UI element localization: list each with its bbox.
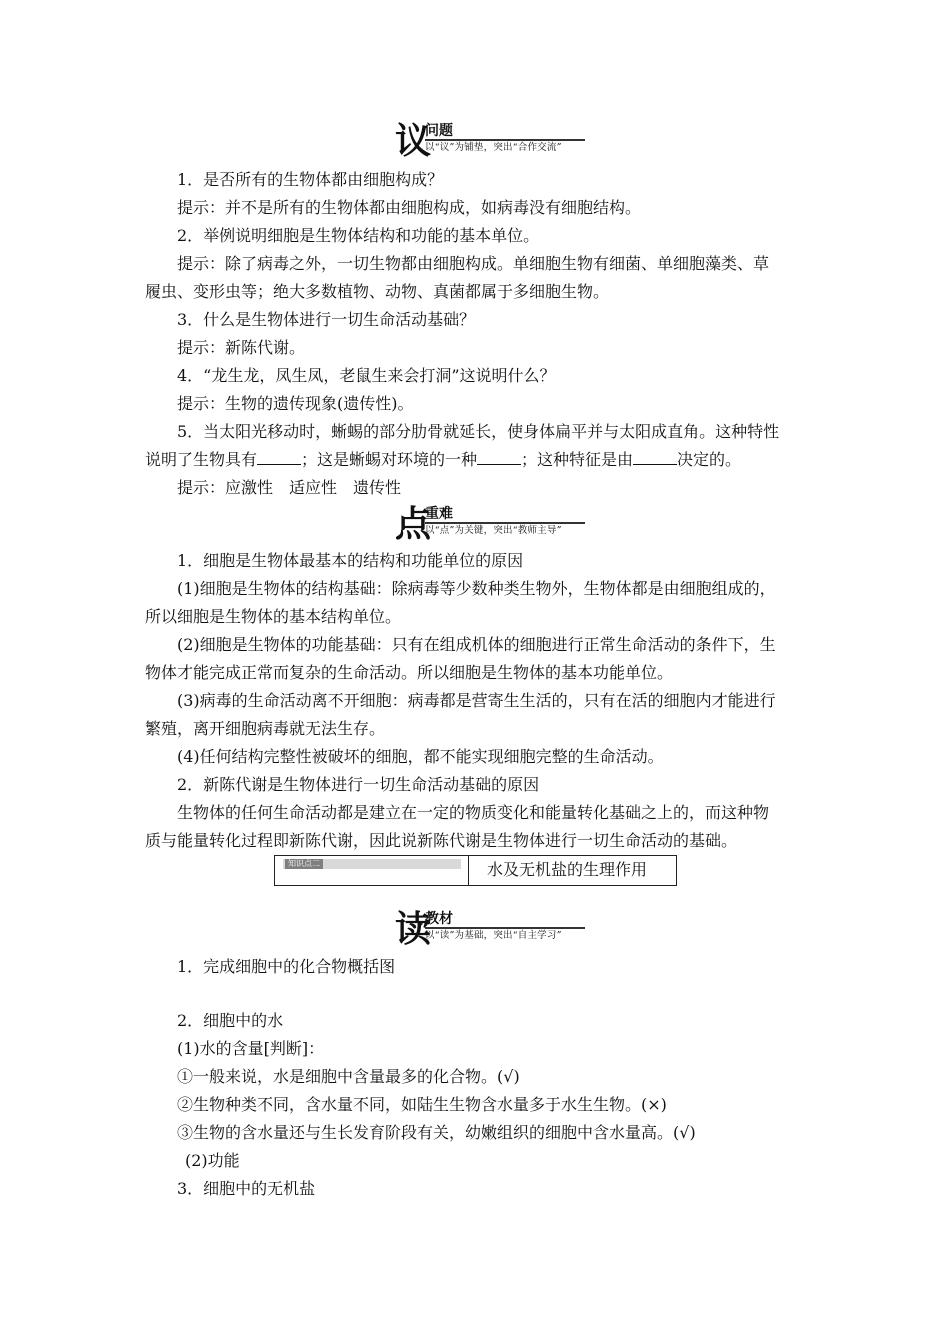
- knowledge-point-title: 水及无机盐的生理作用: [487, 860, 648, 879]
- keypoint-2-line-1: (2)细胞是生物体的功能基础：只有在组成机体的细胞进行正常生命活动的条件下，生: [177, 635, 776, 654]
- reading-item-2-2: (2)功能: [185, 1151, 240, 1170]
- reading-item-1: 1．完成细胞中的化合物概括图: [177, 957, 396, 976]
- knowledge-point-tag: 知识点二: [285, 859, 323, 869]
- answer-2-line-1: 提示：除了病毒之外，一切生物都由细胞构成。单细胞生物有细菌、单细胞藻类、草: [177, 254, 770, 273]
- section-banner-discuss: [395, 122, 595, 162]
- keypoint-5-line-1: 生物体的任何生命活动都是建立在一定的物质变化和能量转化基础之上的，而这种物: [177, 803, 770, 822]
- banner-rule: [425, 927, 585, 929]
- question-5-line-1: 5．当太阳光移动时，蜥蜴的部分肋骨就延长，使身体扁平并与太阳成直角。这种特性: [177, 422, 780, 441]
- banner-title: 问题: [425, 123, 453, 139]
- answer-1: 提示：并不是所有的生物体都由细胞构成，如病毒没有细胞结构。: [177, 198, 642, 217]
- reading-item-2: 2．细胞中的水: [177, 1011, 284, 1030]
- section-banner-keypoints: [395, 505, 595, 545]
- question-5-line-2: [145, 449, 741, 471]
- question-5-text-a: 说明了生物具有: [145, 450, 258, 469]
- banner-char: 议: [395, 121, 432, 162]
- knowledge-point-tag-bar: [283, 859, 461, 869]
- fill-blank-3[interactable]: [633, 450, 677, 465]
- keypoint-3-line-2: 繁殖，离开细胞病毒就无法生存。: [145, 719, 386, 738]
- keypoint-heading-2: 2．新陈代谢是生物体进行一切生命活动基础的原因: [177, 775, 540, 794]
- banner-title: 重难: [425, 506, 453, 522]
- keypoint-5-line-2: 质与能量转化过程即新陈代谢，因此说新陈代谢是生物体进行一切生命活动的基础。: [145, 831, 738, 850]
- keypoint-2-line-2: 物体才能完成正常而复杂的生命活动。所以细胞是生物体的基本功能单位。: [145, 663, 674, 682]
- answer-2-line-2: 履虫、变形虫等；绝大多数植物、动物、真菌都属于多细胞生物。: [145, 282, 610, 301]
- question-5-text-d: 决定的。: [677, 450, 742, 469]
- reading-item-3: 3．细胞中的无机盐: [177, 1179, 316, 1198]
- question-3: 3．什么是生物体进行一切生命活动基础？: [177, 310, 476, 329]
- fill-blank-2[interactable]: [477, 450, 521, 465]
- answer-3: 提示：新陈代谢。: [177, 338, 306, 357]
- keypoint-3-line-1: (3)病毒的生命活动离不开细胞：病毒都是营寄生生活的，只有在活的细胞内才能进行: [177, 691, 776, 710]
- banner-char: 读: [395, 909, 432, 950]
- banner-rule: [425, 139, 585, 141]
- keypoint-heading-1: 1．细胞是生物体最基本的结构和功能单位的原因: [177, 551, 524, 570]
- answer-4: 提示：生物的遗传现象(遗传性)。: [177, 394, 414, 413]
- question-1: 1．是否所有的生物体都由细胞构成？: [177, 170, 444, 189]
- judgement-2: ②生物种类不同，含水量不同，如陆生生物含水量多于水生生物。(×): [177, 1095, 667, 1114]
- banner-subtitle: 以“读”为基础，突出“自主学习”: [425, 930, 562, 941]
- keypoint-1-line-1: (1)细胞是生物体的结构基础：除病毒等少数种类生物外，生物体都是由细胞组成的，: [177, 579, 776, 598]
- judgement-1: ①一般来说，水是细胞中含量最多的化合物。(√): [177, 1067, 520, 1086]
- question-5-text-b: ；这是蜥蜴对环境的一种: [301, 450, 478, 469]
- banner-subtitle: 以“议”为铺垫，突出“合作交流”: [425, 142, 562, 153]
- question-5-text-c: ；这种特征是由: [521, 450, 634, 469]
- question-2: 2．举例说明细胞是生物体结构和功能的基本单位。: [177, 226, 540, 245]
- keypoint-1-line-2: 所以细胞是生物体的基本结构单位。: [145, 607, 402, 626]
- banner-subtitle: 以“点”为关键，突出“教师主导”: [425, 525, 562, 536]
- banner-char: 点: [395, 504, 432, 545]
- fill-blank-1[interactable]: [257, 450, 301, 465]
- answer-5: 提示：应激性 适应性 遗传性: [177, 478, 402, 497]
- knowledge-point-box: [274, 855, 677, 886]
- section-banner-reading: [395, 910, 595, 950]
- banner-title: 教材: [425, 911, 453, 927]
- judgement-3: ③生物的含水量还与生长发育阶段有关，幼嫩组织的细胞中含水量高。(√): [177, 1123, 696, 1142]
- knowledge-point-tag-cell: [275, 856, 469, 885]
- question-4: 4．“龙生龙，凤生凤，老鼠生来会打洞”这说明什么？: [177, 366, 556, 385]
- keypoint-4: (4)任何结构完整性被破坏的细胞，都不能实现细胞完整的生命活动。: [177, 747, 664, 766]
- banner-rule: [425, 522, 585, 524]
- reading-item-2-1: (1)水的含量[判断]：: [177, 1039, 325, 1058]
